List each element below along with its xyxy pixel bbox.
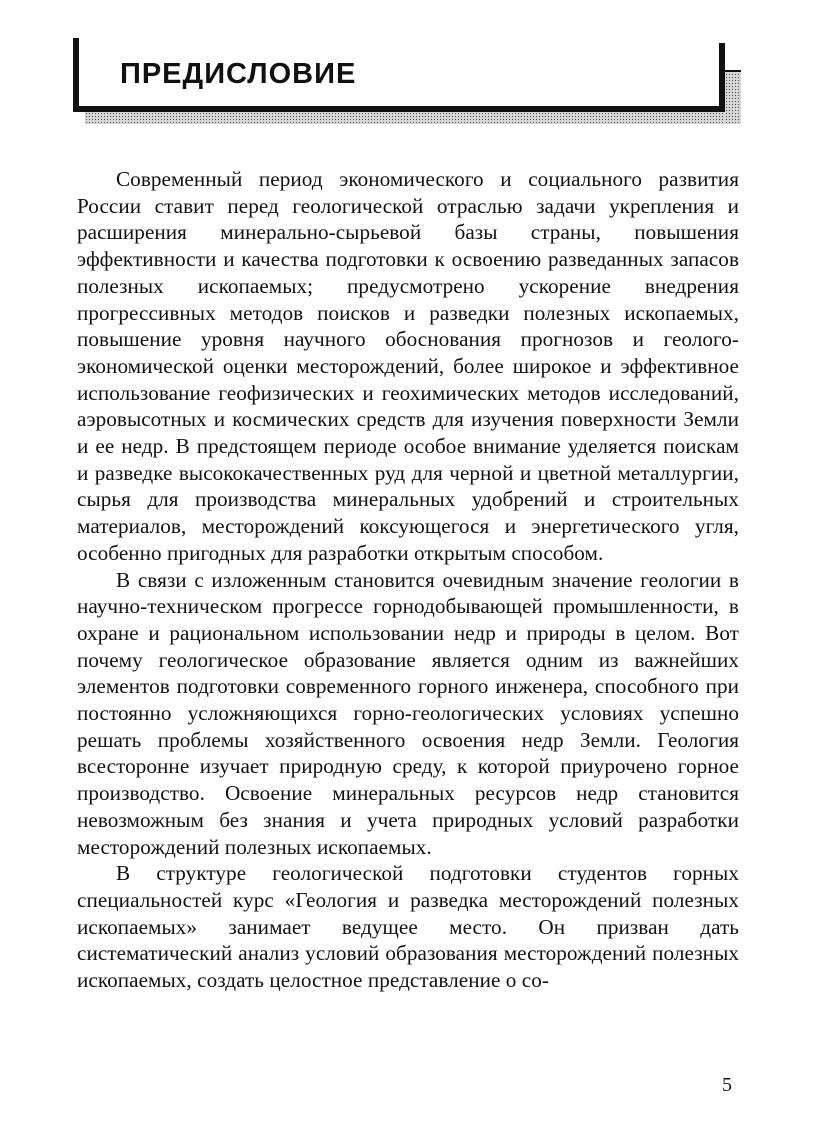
chapter-title: ПРЕДИСЛОВИЕ [120,58,357,90]
paragraph-3: В структуре геологической подготовки студентов горных специальностей курс «Геология и разведка месторождений полезных ископаемых» занимает ведущее место. Он призван дать систематический анализ условий образования месторождений полезных ископаемых, создать целостное представление о со- [77,861,739,993]
body-text [77,166,739,994]
frame-shadow-right-cap [725,70,741,72]
frame-shadow-right [725,70,741,124]
page-number: 5 [722,1074,732,1096]
frame-right-border [719,43,725,112]
frame-shadow-bottom [85,112,741,124]
paragraph-1: Современный период экономического и социального развития России ставит перед геологической отраслью задачи укрепления и расширения минерально-сырьевой базы страны, повышения эффективности и качества подготовки к освоению разведанных запасов полезных ископаемых; предусмотрено ускорение внедрения прогрессивных методов поисков и разведки полезных ископаемых, повышение уровня научного обоснования прогнозов и геолого-экономической оценки месторождений, более широкое и эффективное использование геофизических и геохимических методов исследований, аэровысотных и космических средств для изучения поверхности Земли и ее недр. В предстоящем периоде особое внимание уделяется поискам и разведке высококачественных руд для черной и цветной металлургии, сырья для производства минеральных удобрений и строительных материалов, месторождений коксующегося и энергетического угля, особенно пригодных для разработки открытым способом. [77,167,739,565]
frame-left-border [73,38,79,112]
chapter-header-frame [73,38,741,126]
paragraph-2: В связи с изложенным становится очевидным значение геологии в научно-техническом прогрессе горнодобывающей промышленности, в охране и рациональном использовании недр и природы в целом. Вот почему геологическое образование является одним из важнейших элементов подготовки современного горного инженера, способного при постоянно усложняющихся горно-геологических условиях успешно решать проблемы хозяйственного освоения недр Земли. Геология всесторонне изучает природную среду, к которой приурочено горное производство. Освоение минеральных ресурсов недр становится невозможным без знания и учета природных условий разработки месторождений полезных ископаемых. [77,567,739,859]
frame-bottom-border [73,106,725,112]
